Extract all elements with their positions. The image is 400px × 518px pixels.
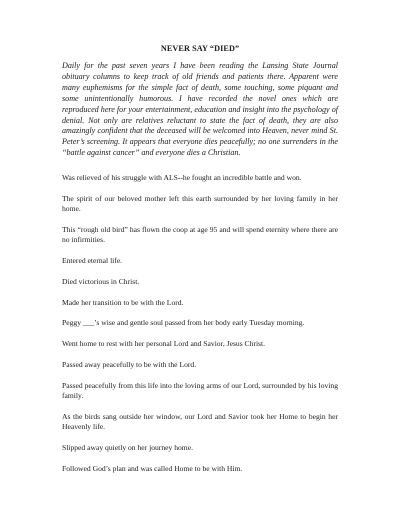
obituary-entry: Followed God’s plan and was called Home to be with Him. <box>62 463 243 473</box>
obituary-entry: Made her transition to be with the Lord. <box>62 297 184 307</box>
obituary-entry: Died victorious in Christ. <box>62 276 140 286</box>
obituary-entry: Entered eternal life. <box>62 255 123 265</box>
obituary-list <box>62 173 338 474</box>
obituary-entry: Slipped away quietly on her journey home. <box>62 442 193 452</box>
obituary-entry: Went home to rest with her personal Lord and Savior, Jesus Christ. <box>62 339 266 349</box>
obituary-entry: Passed away peacefully to be with the Lord. <box>62 359 197 369</box>
obituary-entry: The spirit of our beloved mother left this earth surrounded by her loving family in her home. <box>62 193 338 214</box>
obituary-entry: Peggy ___’s wise and gentle soul passed from her body early Tuesday morning. <box>62 318 305 328</box>
intro-paragraph: Daily for the past seven years I have been reading the Lansing State Journal obituary columns to keep track of old friends and patients there. Apparent were many euphemisms for the simple fact of death, some touching, some piquant and some unintentionally humorous. I have recorded the novel ones which are reproduced here for your entertainment, education and insight into the psychology of denial. Not only are relatives reluctant to state the fact of death, they are also amazingly confident that the deceased will be welcomed into Heaven, never mind St. Peter’s screening. It appears that everyone dies peacefully; no one surrenders in the “battle against cancer” and everyone dies a Christian. <box>62 61 338 158</box>
obituary-entry: As the birds sang outside her window, our Lord and Savior took her Home to begin her Heavenly life. <box>62 411 338 431</box>
obituary-entry: Passed peacefully from this life into the loving arms of our Lord, surrounded by his loving family. <box>62 380 338 400</box>
page-title: NEVER SAY “DIED” <box>160 44 240 53</box>
obituary-entry: Was relieved of his struggle with ALS--he fought an incredible battle and won. <box>62 173 302 183</box>
obituary-entry: This “rough old bird” has flown the coop at age 95 and will spend eternity where there are no infirmities. <box>62 224 338 245</box>
